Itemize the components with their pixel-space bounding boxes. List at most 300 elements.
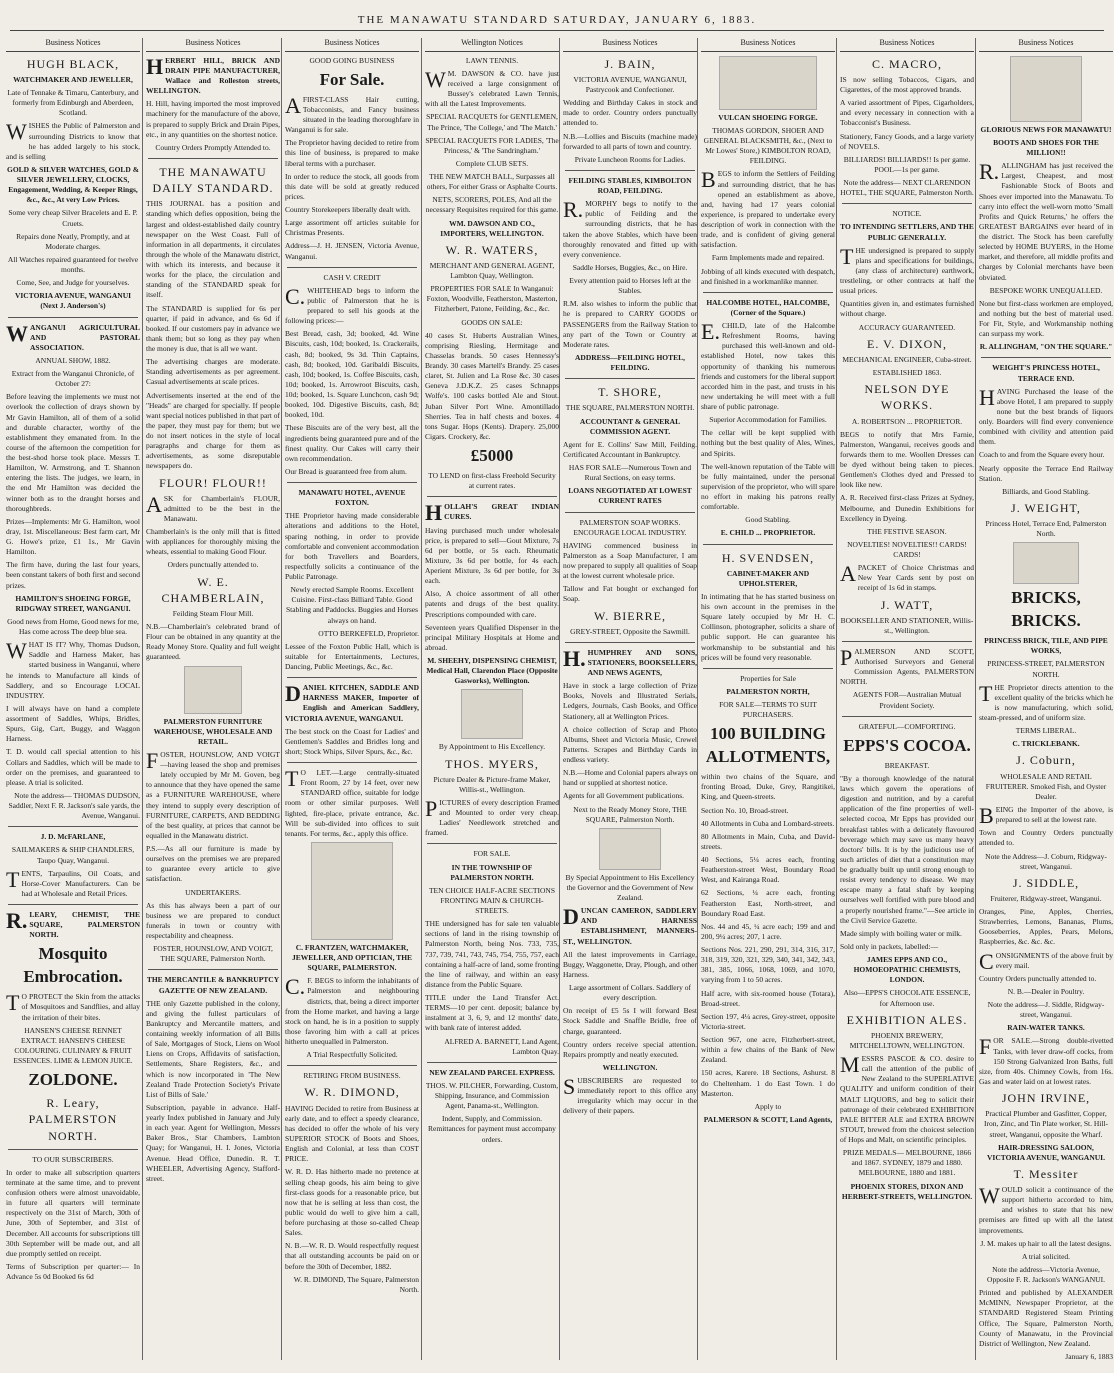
ad-text: Coach to and from the Square every hour. — [979, 450, 1105, 460]
ad-text: PICTURES of every description Framed and Mounted to order very cheap. Ladies' Needlework stretched and framed. — [425, 795, 559, 838]
ad-text: TO LET.—Large centrally-situated Front Room, 27 by 14 feet, over new STANDARD office, suitable for lodge room or other similar purposes. Well lighted, fire-place, private entrance, &c. Will be sub-divided into offices to suit tenants. For terms, &c., apply this office. — [285, 766, 419, 838]
ad-text: SUBSCRIBERS are requested to immediately report to this office any irregularity which may occur in the delivery of their papers. — [563, 1074, 697, 1116]
ad-text: N.B.—Home and Colonial papers always on hand or supplied at shortest notice. — [563, 768, 697, 788]
ad-text: THOMAS GORDON, SHOER AND GENERAL BLACKSMITH, &c., (Next to Mr Lowes' Store,) KIMBOLTON ROAD, FEILDING. — [703, 125, 833, 166]
ad-text: Princess Hotel, Terrace End, Palmerston North. — [985, 519, 1107, 539]
ad-text: The cellar will be kept supplied with nothing but the best quality of Ales, Wines, and Spirits. — [701, 428, 835, 458]
ad-text: THE FESTIVE SEASON. — [867, 526, 947, 536]
column-divider — [421, 38, 422, 1360]
ad-text: Terms of Subscription per quarter:— In Advance 5s 0d Booked 6s 6d — [6, 1261, 140, 1282]
ad-text: SAILMAKERS & SHIP CHANDLERS, Taupo Quay, Wanganui. — [11, 845, 135, 865]
ad-text: J. M. makes up hair to all the latest designs. — [980, 1238, 1112, 1248]
ad-text: HAVING commenced business in Palmerston as a Soap Manufacturer, I am now prepared to supply all qualities of Soap at the lowest current wholesale price. — [563, 540, 697, 581]
ad-text: H. Hill, having imported the most improved machinery for the manufacture of the above, is prepared to supply Brick and Drain Pipes, etc., in any quantities on the shortest notice. — [146, 99, 280, 139]
ad-text: BRICKS, BRICKS. — [1011, 588, 1081, 631]
ad-text: JOHN IRVINE, — [1001, 1091, 1091, 1106]
brick-engraving — [1013, 542, 1079, 584]
ad-text: BEING the Importer of the above, is prepared to sell at the lowest rate. — [979, 803, 1113, 829]
masthead: THE MANAWATU STANDARD SATURDAY, JANUARY 6, 1883. — [357, 14, 757, 26]
ad-text: Saddle Horses, Buggies, &c., on Hire. — [572, 262, 688, 272]
ad-divider — [842, 641, 972, 642]
ad-text: UNDERTAKERS. — [185, 887, 241, 897]
ad-text: VICTORIA AVENUE, WANGANUI (Next J. Anderson's) — [14, 291, 132, 311]
ad-divider — [842, 203, 972, 204]
ad-text: Half acre, with six-roomed house (Totara), Broad-street. — [701, 988, 835, 1008]
ad-text: WM. DAWSON AND CO., IMPORTERS, WELLINGTON. — [440, 218, 544, 238]
ad-text: A. R. Received first-class Prizes at Sydney, Melbourne, and Dunedin Exhibitions for Excellency in Dyeing. — [840, 493, 974, 523]
ad-text: CABINET-MAKER AND UPHOLSTERER, — [726, 568, 810, 588]
ad-text: Country orders receive special attention. Repairs promptly and neatly executed. — [563, 1039, 697, 1059]
column-divider — [142, 38, 143, 1360]
ad-text: None but first-class workmen are employed, and nothing but the best of material used. For Fit, Style, and Workmanship nothing can surpass my work. — [979, 298, 1113, 339]
ad-text: ACCOUNTANT & GENERAL COMMISSION AGENT. — [579, 416, 681, 436]
column-4 — [425, 38, 559, 1360]
ad-text: SPECIAL RACQUETS FOR LADIES, 'The Princess,' & 'The Sandringham.' — [425, 135, 559, 155]
ad-text: EPPS'S COCOA. — [843, 735, 971, 755]
ad-text: W. R. WATERS, — [445, 242, 539, 257]
ad-text: Good Stabling. — [745, 515, 791, 525]
ad-text: FEILDING STABLES, KIMBOLTON ROAD, FEILDING. — [568, 175, 692, 196]
ad-text: W. E. CHAMBERLAIN, — [161, 574, 265, 605]
furniture-engraving — [184, 666, 242, 714]
ad-text: R.LEARY, CHEMIST, THE SQUARE, PALMERSTON NORTH. — [6, 908, 140, 940]
ad-text: 40 cases St. Huberts Australian Wines, comprising Riesling, Hermitage and Chasselas brands. 50 cases Hennessy's Brandy. 30 cases Martell's Brandy. 25 cases claret, St. Julien and La Rose &c. 30 cases Geneva J.D.K.Z. 25 cases Schnapps Wolfe's. 100 casks bottled Ale and Stout. Juban Silver Port Wine. Amontillado Sherries. Tea in half chests and boxes. 4 tons Sugar. Hops (Kents). Drapery. 25,000 Cigars. Crockery, &c. — [425, 330, 559, 441]
ad-text: FOR SALE—TERMS TO SUIT PURCHASERS. — [719, 700, 817, 720]
ad-text: Best Bread, cash, 3d; booked, 4d. Wine Biscuits, cash, 10d; booked, 1s. Crackerails, cash, 8d; booked, 9s 3d. Thin Captains, cash, 8d; booked, 10d. Garibaldi Biscuits, cash, 10d; booked, 1s. Coffee Biscuits, cash, 10d; booked, 1s. Arrowroot Biscuits, cash, 10d; booked, 1s. Square Lunchcon, cash 9d; booked, 10d. Digestive Biscuits, cash, 8d; booked, 10d. — [285, 329, 419, 420]
ad-divider — [8, 1149, 138, 1150]
ad-text: NOTICE. — [892, 209, 922, 219]
ad-text: Stationery, Fancy Goods, and a large variety of NOVELS. — [840, 131, 974, 151]
ad-text: J. WATT, — [880, 597, 934, 612]
ad-text: For Sale. — [319, 69, 385, 89]
ad-text: Large assortment off articles suitable for Christmas Presents. — [285, 218, 419, 238]
ad-text: LOANS NEGOTIATED AT LOWEST CURRENT RATES — [568, 486, 692, 506]
ad-text: FLOUR! FLOUR!! — [159, 475, 267, 490]
ad-text: THOS. MYERS, — [445, 756, 539, 771]
ad-text: CONSIGNMENTS of the above fruit by every mail. — [979, 948, 1113, 974]
ad-text: Note the address—Victoria Avenue, Opposite F. R. Jackson's WANGANUI. — [987, 1264, 1105, 1285]
ad-text: THE MANAWATU DAILY STANDARD. — [152, 164, 274, 196]
ad-text: THOS. W. PILCHER, Forwarding, Custom, Shipping, Insurance, and Commission Agent, Panama-st., Wellington. — [425, 1080, 559, 1111]
ad-text: PALMERSTON SOAP WORKS. ENCOURAGE LOCAL INDUSTRY. — [573, 517, 687, 537]
ad-text: ASK for Chamberlain's FLOUR, admitted to be the best in the Manawatu. — [146, 491, 280, 523]
ad-text: C.F. BEGS to inform the inhabitants of Palmerston and neighbouring districts, that, being a direct importer from the Home market, and having a large stock on hand, he is in a position to supply those favoring him with a call at prices hitherto unequalled in Palmerston. — [285, 974, 419, 1047]
ad-text: Orders punctually attended to. — [167, 560, 259, 570]
ad-text: PALMERSTON NORTH, — [726, 686, 810, 696]
ad-text: Section 967, one acre, Fitzherbert-street, within a few chains of the Bank of New Zealand. — [701, 1035, 835, 1065]
ad-text: N. B.—Dealer in Poultry. — [1007, 986, 1085, 996]
ad-text: Late of Tennake & Timaru, Canterbury, and formerly from Edinburgh and Aberdeen, Scotland. — [7, 88, 139, 118]
ad-text: PHOENIX STORES, DIXON AND HERBERT-STREETS, WELLINGTON. — [841, 1181, 973, 1201]
ad-text: Agents for all Government publications. — [563, 791, 685, 801]
ad-text: THE Proprietor having made considerable alterations and additions to the Hotel, sparing nothing, in order to provide comfortable and convenient accommodation for both Travellers and Boarders, respectfully solicits a continuance of the Public Patronage. — [285, 511, 419, 582]
ad-divider — [703, 668, 833, 669]
ad-text: R. Leary, PALMERSTON NORTH. — [28, 1096, 118, 1143]
ad-text: JAMES EPPS AND CO., HOMOEOPATHIC CHEMISTS, LONDON. — [853, 955, 961, 985]
ad-text: PALMERSTON FURNITURE WAREHOUSE, WHOLESALE AND RETAIL. — [153, 716, 273, 746]
ad-text: By Appointment to His Excellency. — [438, 742, 546, 752]
ad-text: Newly erected Sample Rooms. Excellent Cuisine. First-class Billiard Table. Good Stabling and Paddocks. Buggies and Horses always on hand. — [285, 585, 419, 625]
column-6 — [701, 38, 835, 1360]
ad-text: Farm Implements made and repaired. — [711, 253, 825, 263]
ad-text: A Trial Respectfully Solicited. — [306, 1050, 398, 1060]
ad-text: THE MERCANTILE & BANKRUPTCY GAZETTE OF NEW ZEALAND. — [146, 975, 280, 995]
ad-divider — [287, 677, 417, 678]
ad-text: LAWN TENNIS. — [465, 55, 519, 65]
ad-text: The best stock on the Coast for Ladies' and Gentlemen's Saddles and Bridles long and short; Stock Whips, Silver Spurs, &c., &c. — [285, 726, 419, 756]
column-2 — [146, 38, 280, 1360]
column-divider — [836, 38, 837, 1360]
ad-text: Also—EPPS'S CHOCOLATE ESSENCE, for Afternoon use. — [843, 988, 971, 1008]
ad-text: Superior Accommodation for Families. — [709, 415, 827, 425]
ad-text: ESTABLISHED 1863. — [872, 368, 942, 378]
ad-text: H.HUMPHREY AND SONS, STATIONERS, BOOKSELLERS, AND NEWS AGENTS, — [563, 645, 697, 678]
ad-text: Extract from the Wanganui Chronicle, of October 27: — [11, 369, 135, 389]
ad-text: TERMS LIBERAL. — [1015, 726, 1077, 736]
ad-text: W. BIERRE, — [594, 608, 666, 623]
ad-text: GOODS ON SALE: — [461, 317, 523, 327]
ad-divider — [287, 762, 417, 763]
ad-text: Section No. 10, Broad-street. — [701, 805, 789, 815]
ad-text: APACKET of Choice Christmas and New Year Cards sent by post on receipt of 1s 6d in stamps. — [840, 561, 974, 593]
ad-text: MERCHANT AND GENERAL AGENT, Lambton Quay, Wellington. — [429, 260, 555, 281]
ad-text: TO OUR SUBSCRIBERS. — [32, 1154, 114, 1164]
ad-text: Quantities given in, and estimates furnished without charge. — [840, 299, 974, 319]
ad-divider — [703, 292, 833, 293]
ad-divider — [8, 904, 138, 905]
ad-text: Sections Nos. 221, 290, 291, 314, 316, 317, 318, 319, 320, 321, 329, 340, 341, 342, 343, 381, 385, 1066, 1068, 1069, and 1070, varying from 1 to 50 acres. — [701, 945, 835, 985]
ad-text: C.WHITEHEAD begs to inform the public of Palmerston that he is prepared to sell his goods at the following prices:— — [285, 283, 419, 326]
ad-text: Indent, Supply, and Commission. Remittances for payment must accompany orders. — [428, 1114, 556, 1144]
column-header: Wellington Notices — [425, 38, 559, 52]
ad-text: FOSTER, HOUNSLOW, AND VOIGT—having leased the shop and premises lately occupied by Mr M. Goven, beg to announce that they have opened the same as a FURNITURE WAREHOUSE, where they intend to supply every description of FURNITURE, CARPETS, AND BEDDING of the best quality, at prices that cannot be equalled in the Manawatu district. — [146, 747, 280, 840]
ad-text: Private Luncheon Rooms for Ladies. — [574, 154, 686, 164]
ad-text: In order to reduce the stock, all goods from this date will be sold at greatly reduced prices. — [285, 171, 419, 201]
column-header: Business Notices — [146, 38, 280, 52]
column-header: Business Notices — [840, 38, 974, 52]
ad-text: CASH V. CREDIT — [323, 272, 381, 282]
ad-text: T. D. would call special attention to his Collars and Saddles, which will be made to order on the premises, and guaranteed to please. A trial is solicited. — [6, 747, 140, 787]
ad-text: Come, See, and Judge for yourselves. — [16, 278, 130, 288]
ad-text: Some very cheap Silver Bracelets and E. P. Cruets. — [8, 208, 138, 228]
ad-text: WELLINGTON. — [602, 1062, 658, 1072]
ad-text: Town and Country Orders punctually attended to. — [979, 828, 1113, 848]
ad-text: HALCOMBE HOTEL, HALCOMBE, (Corner of the Square.) — [706, 297, 830, 317]
ad-text: WM. DAWSON & CO. have just received a large consignment of Bussey's celebrated Lawn Tennis, with all the Latest Improvements. — [425, 66, 559, 109]
column-divider — [975, 38, 976, 1360]
ad-text: Oranges, Pine, Apples, Cherries, Strawberries, Lemons, Bananas, Plums, Gooseberries, Apples, Pears, Melons, Raspberries, &c. &c. &c. — [979, 907, 1113, 947]
ad-text: All the latest improvements in Carriage, Buggy, Waggonette, Dray, Plough, and other Harness. — [563, 949, 697, 979]
column-header: Business Notices — [701, 38, 835, 52]
ad-divider — [565, 170, 695, 171]
ad-text: IS now selling Tobaccos, Cigars, and Cigarettes, of the most approved brands. — [840, 74, 974, 95]
ad-text: TO INTENDING SETTLERS, AND THE PUBLIC GENERALLY. — [840, 222, 974, 242]
ad-text: N.B.—Chamberlain's celebrated brand of Flour can be obtained in any quantity at the Ready Money Store. Quality and full weight guaranteed. — [146, 622, 280, 662]
column-3 — [285, 38, 419, 1360]
ad-text: PHOENIX BREWERY, MITCHELLTOWN, WELLINGTON. — [849, 1030, 965, 1050]
ad-text: BREAKFAST. — [884, 760, 930, 770]
ad-text: T. SHORE, — [598, 385, 662, 400]
column-divider — [281, 38, 282, 1360]
ad-divider — [427, 496, 557, 497]
ad-text: C. MACRO, — [871, 56, 942, 71]
ad-text: The advertising charges are moderate. Standing advertisements as per agreement. Casual advertisements at scale prices. — [146, 357, 280, 387]
ad-text: VULCAN SHOEING FORGE. — [718, 112, 818, 122]
ad-text: ZOLDONE. — [28, 1070, 118, 1090]
ad-divider — [148, 158, 278, 159]
ad-text: C. FRANTZEN, WATCHMAKER, JEWELLER, AND OPTICIAN, THE SQUARE, PALMERSTON. — [291, 942, 413, 973]
ad-text: GOOD GOING BUSINESS — [309, 55, 395, 65]
column-header: Business Notices — [6, 38, 140, 52]
ad-text: NEW ZEALAND PARCEL EXPRESS. — [429, 1067, 555, 1077]
ad-text: GOLD & SILVER WATCHES, GOLD & SILVER JEWELLERY, CLOCKS, Engagement, Wedding, & Keeper Rings, &c., &c., At very Low Prices. — [7, 164, 139, 205]
ad-text: A trial solicited. — [1021, 1251, 1071, 1261]
column-1 — [6, 38, 140, 1360]
ad-text: N.B.—Lollies and Biscuits (machine made) forwarded to all parts of town and country. — [563, 131, 697, 151]
ad-text: BEGS to notify that Mrs Farnie, Palmerston, Wanganui, receives goods and forwards them to me. Woollen Dresses can be dyed without being taken to pieces. Gentlemen's Clothes dyed and Pressed to look like new. — [840, 429, 974, 490]
ad-text: Apply to — [754, 1101, 782, 1111]
ad-text: THE undersigned has for sale ten valuable sections of land in the rising township of Palmerston North, being Nos. 733, 735, 737, 739, 741, 743, 745, 754, 755, 757, each containing a half-acre of land, some fronting the line of railway, and within an easy distance from the Public Square. — [425, 919, 559, 989]
ad-text: Picture Dealer & Picture-frame Maker, Willis-st., Wellington. — [433, 774, 551, 794]
ad-text: 62 Sections, ¼ acre each, fronting Featherston East, North-street, and Boundary Road East. — [701, 888, 835, 918]
ad-text: J. SIDDLE, — [1012, 875, 1080, 890]
ad-text: C. TRICKLEBANK. — [1012, 739, 1080, 749]
ad-text: BOOTS AND SHOES FOR THE MILLION!! — [993, 137, 1099, 158]
ad-text: Lessee of the Foxton Public Hall, which is suitable for Entertainments, Lectures, Dancing, Public Meetings, &c., &c. — [285, 641, 419, 672]
ad-text: PRINCESS BRICK, TILE, AND PIPE WORKS, — [984, 636, 1108, 656]
ad-text: Advertisements inserted at the end of the "Heads" are charged for specially. If people want special notices published in that part of the paper, they must pay for them; but we do not insert notices in the style of local paragraphs and charge for them as advertisements, as some disreputable newspapers do. — [146, 390, 280, 471]
ad-text: The firm have, during the last four years, been constant takers of both first and second prizes. — [6, 560, 140, 590]
ad-text: DANIEL KITCHEN, SADDLE AND HARNESS MAKER, Importer of English and American Saddlery, VICTORIA AVENUE, WANGANUI. — [285, 681, 419, 723]
ad-text: EXHIBITION ALES. — [846, 1012, 968, 1027]
column-header: Business Notices — [979, 38, 1113, 52]
column-divider — [559, 38, 560, 1360]
ad-text: TO PROTECT the Skin from the attacks of Mosquitoes and Sandflies, and allay the irritation of their bites. — [6, 990, 140, 1022]
ad-divider — [8, 826, 138, 827]
ad-text: Feilding Steam Flour Mill. — [172, 608, 254, 618]
ad-text: PALMERSON & SCOTT, Land Agents, — [703, 1114, 833, 1124]
ad-text: W. R. D. Has hitherto made no pretence at selling cheap goods, his aim being to give first-class goods for a reasonable price, but now that he is selling at less than cost, the public would do well to give him a call, before purchasing at those so-called Cheap Sales. — [285, 1167, 419, 1238]
ad-text: MECHANICAL ENGINEER, Cuba-street. — [842, 354, 972, 364]
ad-text: J. Coburn, — [1016, 753, 1076, 768]
ad-text: A choice collection of Scrap and Photo Albums, Sheet and Victoria Music, Crewel Patterns. Scrapes and Birthday Cards in endless variety. — [563, 724, 697, 765]
ad-text: Billiards, and Good Stabling. — [1002, 486, 1090, 496]
ad-text: PALMERSON AND SCOTT, Authorised Surveyors and General Commission Agents, PALMERSTON NORTH. — [840, 644, 974, 687]
ad-text: VICTORIA AVENUE, WANGANUI, Pastrycook and Confectioner. — [573, 74, 687, 95]
ad-text: Also, A choice assortment of all other patents and drugs of the best quality. Prescriptions compounded with care. — [425, 589, 559, 619]
ad-text: R.M. also wishes to inform the public that he is prepared to CARRY GOODS or PASSENGERS from the Railway Station to any part of the Town or Country at Moderate rates. — [563, 299, 697, 349]
ad-text: Mosquito Embrocation. — [23, 944, 123, 987]
ad-text: TENTS, Tarpaulins, Oil Coats, and Horse-Cover Manufacturers. Can be had at Wholesale and Retail Prices. — [6, 866, 140, 898]
ad-text: PRINCESS-STREET, PALMERSTON NORTH. — [987, 659, 1105, 679]
ad-text: WOULD solicit a continuance of the support hitherto accorded to him, and wishes to state that his new premises are fitted up with all the latest improvements. — [979, 1183, 1113, 1235]
ad-text: MESSRS PASCOE & CO. desire to call the attention of the public of New Zealand to the SUPERLATIVE QUALITY and uniform condition of their MALT LIQUORS, and beg to solicit their patronage of their celebrated EXHIBITION PALE BITTER ALE and EXTRA BROWN STOUT, brewed from the choicest selection of Hops and Malt, on scientific principles. — [840, 1052, 974, 1145]
ad-text: E. CHILD ... PROPRIETOR. — [720, 528, 816, 538]
ad-divider — [565, 642, 695, 643]
ad-text: ALFRED A. BARNETT, Land Agent, Lambton Quay. — [444, 1036, 559, 1056]
ad-text: Have in stock a large collection of Prize Books, Novels and Illustrated Serials, Ledgers, Journals, Cash Books, and Office Stationery, all at Wellington Prices. — [563, 681, 697, 721]
ad-text: TITLE under the Land Transfer Act. TERMS—10 per cent. deposit; balance by instalment at 3, 6, 9, and 12 months' date, with bank rate of interest added. — [425, 993, 559, 1033]
ad-text: HAMILTON'S SHOEING FORGE, RIDGWAY STREET, WANGANUI. — [15, 593, 131, 613]
ad-text: January 6, 1883 — [1065, 1351, 1113, 1360]
ad-text: THE only Gazette published in the colony, and giving the fullest particulars of Bankruptcy and Mercantile matters, and containing weekly information of all Bills of Sale, Mortgages of Stock, Liens on Wool Liens on Crops, Affidavits of satisfaction, Settlements, Share Registers, &c., and which is now incorporated in 'The New Zealand Trade Protection Society's Private List of Bills of Sale.' — [146, 998, 280, 1099]
ad-text: Fruiterer, Ridgway-street, Wanganui. — [990, 893, 1102, 903]
ad-text: Before leaving the implements we must not overlook the collection of drays shown by Mr Gavin Hamilton, all of them of a solid and durable character, worthy of the establishment they emanated from. In the course of the afternoon the competition for the best-shod horse took place. Messrs T. Hamilton, W. Armstrong, and T. Shannon entering the lists. The judges, we learn, in the end Mr Hamilton was decided the winner both as to the draught horses and thoroughbreds. — [6, 392, 140, 513]
ad-text: These Biscuits are of the very best, all the ingredients being guaranteed pure and of the finest quality. Our Cakes will carry their own recommendation. — [285, 423, 419, 463]
column-7 — [840, 38, 974, 1360]
ad-divider — [148, 969, 278, 970]
ad-text: Complete CLUB SETS. — [455, 158, 529, 168]
ad-text: WANGANUI AGRICULTURAL AND PASTORAL ASSOCIATION. — [6, 320, 140, 352]
ad-text: J. D. McFARLANE, — [40, 832, 106, 842]
ad-text: NELSON DYE WORKS. — [864, 382, 950, 413]
ad-text: J. WEIGHT, — [1011, 500, 1081, 515]
ad-text: HERBERT HILL, BRICK AND DRAIN PIPE MANUFACTURER, Wallace and Rolleston streets, WELLINGTON. — [146, 53, 280, 96]
ad-text: As this has always been a part of our business we are prepared to conduct funerals in town or country with respectability and cheapness. — [146, 900, 280, 941]
ad-text: Our Bread is guaranteed free from alum. — [285, 466, 407, 476]
ad-text: GREY-STREET, Opposite the Sawmill. — [570, 626, 690, 636]
ad-text: In order to make all subscription quarters terminate at the same time, and to prevent confusion others were almost unavoidable, in future all quarters will terminate respectively on the 31st of March, 30th of June, 30th of September, and 31st of December. All accounts for subscriptions till 30th September will be made out, and all due promptly settled on receipt. — [6, 1167, 140, 1258]
ad-text: OTTO BERKEFELD, Proprietor. — [318, 628, 419, 638]
ad-text: THE Proprietor directs attention to the excellent quality of the bricks which he is now manufacturing, which solid, steam-pressed, and of uniform size. — [979, 680, 1113, 723]
ad-divider — [427, 1062, 557, 1063]
ad-divider — [703, 544, 833, 545]
ad-text: I will always have on hand a complete assortment of Saddles, Whips, Bridles, Spurs, Gig, Cart, Buggy, and Waggon Harness. — [6, 703, 140, 744]
ad-text: The Proprietor having decided to retire from this line of business, is prepared to make liberal terms with a purchaser. — [285, 138, 419, 168]
ad-text: Large assortment of Collars. Saddlery of every description. — [569, 983, 691, 1003]
ad-text: WEIGHT'S PRINCESS HOTEL, TERRACE END. — [992, 363, 1100, 383]
ad-divider — [427, 843, 557, 844]
royal-crest — [599, 828, 661, 870]
ad-text: RETIRING FROM BUSINESS. — [303, 1071, 401, 1081]
ad-text: R.ALLINGHAM has just received the Largest, Cheapest, and most Fashionable Stock of Boots and Shoes ever imported into the Manawatu. To carry into effect the well-worn motto 'Small Profits and Quick Returns,' he offers the GREATEST BARGAINS ever heard of in the district. The Stock has been carefully selected by HOME BUYERS, in the Home market, and therefore, all middle profits and charges by Colonial merchants have been obviated. — [979, 159, 1113, 282]
column-header: Business Notices — [563, 38, 697, 52]
ad-text: 100 BUILDING ALLOTMENTS, — [705, 724, 831, 767]
ad-text: DUNCAN CAMERON, SADDLERY AND HARNESS ESTABLISHMENT, MANNERS-ST., WELLINGTON. — [563, 904, 697, 946]
ad-text: 40 Allotments in Cuba and Lombard-streets. — [701, 818, 835, 828]
ad-text: T. Messiter — [1013, 1166, 1079, 1181]
column-divider — [697, 38, 698, 1360]
ad-text: Note the address— THOMAS DUDSON, Saddler, Next F. R. Jackson's sale yards, the Avenue, Wanganui. — [8, 790, 140, 821]
ad-text: HOLLAH'S GREAT INDIAN CURES. — [425, 500, 559, 526]
ad-text: Note the address— NEXT CLARENDON HOTEL, THE SQUARE, Palmerston North. — [840, 178, 974, 198]
watch-engraving — [311, 842, 393, 940]
ad-text: ACCURACY GUARANTEED. — [858, 322, 956, 332]
ad-text: SPECIAL RACQUETS for GENTLEMEN, The Prince, 'The College,' and 'The Match.' — [426, 112, 558, 132]
horseshoe-engraving — [719, 56, 817, 110]
ad-text: IN THE TOWNSHIP OF PALMERSTON NORTH. — [450, 862, 534, 882]
ad-text: THE NEW MATCH BALL, Surpasses all others, For either Grass or Asphalte Courts. — [426, 172, 558, 192]
ad-text: BEGS to inform the Settlers of Feilding and surrounding district, that he has opened an establishment as above, and, having had 17 years colonial experience, is prepared to undertake every description of work in connection with the trade, and is confident of giving general satisfaction. — [701, 167, 835, 250]
ad-text: W. R. DIMOND, The Square, Palmerston North. — [293, 1274, 419, 1294]
ad-text: FOR SALE.—Strong double-rivetted Tanks, with lever draw-off cocks, from 150 Strong Galvanized Iron Baths, full size, from 40s. Chimney Cowls, from 16s. Gas and water laid on at lowest rates. — [979, 1034, 1113, 1086]
ad-text: The STANDARD is supplied for 6s per quarter, if paid in advance, and 6s 6d if booked. If our customers pay in advance we thank them; but so long as they pay when the money is due, that is all we want. — [146, 303, 280, 354]
ad-text: Section 197, 4¼ acres, Grey-street, opposite Victoria-street. — [701, 1011, 835, 1031]
column-8 — [979, 38, 1113, 1360]
ad-text: TO LEND on first-class Freehold Security at current rates. — [428, 471, 556, 491]
royal-crest — [461, 689, 523, 739]
ad-text: M. SHEEHY, DISPENSING CHEMIST, Medical Hall, Clarendon Place (Opposite Gasworks), Wellington. — [426, 656, 558, 686]
ad-text: Prizes—Implements: Mr G. Hamilton, wool dray, 1st. Miscellaneous: Best farm cart, Mr G. Howe's prize, £1 1s., Mr Gavin Hamilton. — [6, 516, 140, 557]
ad-text: Seventeen years Qualified Dispenser in the principal Military Hospitals at Home and abroad. — [425, 622, 559, 652]
ad-divider — [8, 317, 138, 318]
ad-text: Nearly opposite the Terrace End Railway Station. — [979, 463, 1113, 483]
ad-text: MANAWATU HOTEL, AVENUE FOXTON. — [298, 488, 406, 508]
ad-text: R.MORPHY begs to notify to the public of Feilding and the surrounding districts, that he has taken the above Stables, which have been thoroughly renovated and fitted up with every convenience. — [563, 197, 697, 259]
ad-text: Good news from Home, Good news for me, Has come across The deep blue sea. — [7, 616, 139, 637]
masthead-rule — [10, 30, 1104, 31]
ad-text: All Watches repaired guaranteed for twelve months. — [7, 254, 139, 275]
ad-text: The well-known reputation of the Table will be fully maintained, under the personal supervision of the proprietor, who will spare no effort in making his patrons really comfortable. — [701, 461, 835, 512]
ad-divider — [287, 482, 417, 483]
ad-text: Country Orders Promptly Attended to. — [155, 142, 271, 152]
ad-text: Nos. 44 and 45, ¼ acre each; 199 and and 200, 9¼ acres; 207, 1 acre. — [701, 921, 835, 941]
ad-text: GRATEFUL—COMFORTING. — [858, 721, 956, 731]
ad-text: HAVING Purchased the lease of the above Hotel, I am prepared to supply none but the best brands of liquors only. Boarders will find every convenience combined with civility and attention paid them. — [979, 384, 1113, 447]
ad-text: Wedding and Birthday Cakes in stock and made to order. Country orders punctually attended to. — [563, 98, 697, 128]
ad-text: Address—J. H. JENSEN, Victoria Avenue, Wanganui. — [285, 241, 419, 261]
ad-text: 40 Sections, 5¼ acres each, fronting Featherston-street West, Boundary Road West, and Kairanga Road. — [701, 855, 835, 885]
ad-text: NETS, SCORERS, POLES, And all the necessary Requisites required for this game. — [425, 195, 559, 215]
ad-text: 150 acres, Karere. 18 Sections, Ashurst. 8 do Cheltenham. 1 do East Town. 1 do Masterton. — [701, 1068, 835, 1098]
ad-text: THE undersigned is prepared to supply plans and specifications for buildings, (any class of architecture) earthwork, trestleling, or other contracts at half the usual prices. — [840, 243, 974, 296]
ad-text: Repairs done Neatly, Promptly, and at Moderate charges. — [16, 231, 130, 251]
ad-divider — [287, 1065, 417, 1066]
ad-text: TEN CHOICE HALF-ACRE SECTIONS FRONTING MAIN & CHURCH-STREETS. — [428, 885, 556, 916]
ad-text: BESPOKE WORK UNEQUALLED. — [989, 285, 1103, 295]
ad-text: E.CHILD, late of the Halcombe Refreshment Rooms, having purchased this well-known and old-established Hotel, now takes this opportunity of thanking his numerous friends and customers for the liberal support accorded him in the past, and trusts in his new undertaking he will meet with a full share of public patronage. — [701, 319, 835, 412]
ad-text: Made simply with boiling water or milk. — [840, 928, 962, 938]
column-5 — [563, 38, 697, 1360]
ad-divider — [842, 716, 972, 717]
ad-text: 80 Allotments in Main, Cuba, and David-streets. — [701, 831, 835, 851]
ad-text: Properties for Sale — [740, 673, 796, 683]
ad-text: J. BAIN, — [604, 56, 656, 71]
ad-text: HAVING Decided to retire from Business at early date, and to effect a speedy clearance, has decided to offer the whole of his very SUPERIOR STOCK of Boots and Shoes, English and Colonial, at less than COST PRICE. — [285, 1103, 419, 1164]
ad-text: HANSEN'S CHEESE RENNET EXTRACT. HANSEN'S CHEESE COLOURING. CULINARY & FRUIT ESSENCES. LIME & LEMON JUICE. — [13, 1025, 133, 1066]
ad-text: FOSTER, HOUNSLOW, AND VOIGT, THE SQUARE, Palmerston North. — [153, 944, 273, 964]
ad-text: FOR SALE. — [473, 849, 511, 859]
ad-text: BOOKSELLER AND STATIONER, Willis-st., Wellington. — [840, 615, 974, 635]
ad-text: Printed and published by ALEXANDER McMINN, Newspaper Proprietor, at the STANDARD Registered Steam Printing Office, The Square, Palmerston North, County of Manawatu, in the Provincial District of Wellington, New Zealand. — [979, 1288, 1113, 1348]
ad-text: Chamberlain's is the only mill that is fitted with appliances for thoroughly mixing the wheats, essential to making Good Flour. — [146, 527, 280, 557]
ad-text: Country Storekeepers liberally dealt with. — [285, 205, 411, 215]
ad-text: NOVELTIES! NOVELTIES!! CARDS! CARDS! — [847, 539, 967, 560]
ad-text: THE SQUARE, PALMERSTON NORTH. — [565, 403, 695, 413]
ad-text: BILLIARDS! BILLIARDS!! Is per game. POOL—1s per game. — [843, 154, 971, 174]
ad-text: A varied assortment of Pipes, Cigarholders, and every necessary in connection with a Tobacconist's Business. — [840, 98, 974, 128]
ad-text: N. B.—W. R. D. Would respectfully request that all outstanding accounts be paid on or before the 30th of December, 1882. — [285, 1241, 419, 1271]
ad-text: AGENTS FOR—Australian Mutual Provident Society. — [852, 690, 962, 710]
ad-text: ADDRESS—FEILDING HOTEL, FEILDING. — [574, 352, 686, 373]
boot-engraving — [1010, 56, 1082, 122]
ad-text: Next to the Ready Money Store, THE SQUARE, Palmerston North. — [573, 804, 687, 824]
ad-text: In intimating that he has started business on his own account in the premises in the Square lately occupied by Mr H. C. Collinson, photographer, solicits a share of public support. He can guarantee his workmanship to be substantial and his prices will be found very reasonable. — [701, 591, 835, 662]
ad-text: H. SVENDSEN, — [721, 550, 815, 565]
ad-text: WHAT IS IT? Why, Thomas Dudson, Saddle and Harness Maker, has started business in Wanganui, where he intends to Manufacture all kinds of Saddlery, and so Encourage LOCAL INDUSTRY. — [6, 638, 140, 700]
ad-text: By Special Appointment to His Excellency the Governor and the Government of New Zealand. — [565, 872, 695, 903]
ad-text: Having purchased much under wholesale price, is prepared to sell—Gout Mixture, 7s 6d per bottle, or 5s each. Rheumatic Mixture, 3s 6d per bottle, for 4s each. Aperient Mixture, 3s 6d per bottle, for 3s each. — [425, 525, 559, 586]
ad-text: A. ROBERTSON ... PROPRIETOR. — [851, 416, 963, 426]
ad-text: PROPERTIES FOR SALE In Wanganui: Foxton, Woodville, Featherston, Masterton, Fitzherbert, Patone, Feilding, &c., &c. — [426, 284, 558, 314]
ad-text: R. ALLINGHAM, "ON THE SQUARE." — [979, 342, 1113, 352]
ad-text: E. V. DIXON, — [867, 336, 947, 351]
ad-divider — [287, 267, 417, 268]
ad-text: AFIRST-CLASS Hair cutting, Tobacconists, and Fancy business situated in the leading thoroughfare in Wanganui is for sale. — [285, 92, 419, 135]
ad-text: Subscription, payable in advance. Half-yearly Index published in January and July in each year. Agent for Wellington, Messrs Baker Bros., Star Chambers, Lambton Quay; for Wanganui, H. I. Jones, Victoria Avenue. Head Office, Dunedin. R. T. WHEELER, Advertising Agency, Stafford-street. — [146, 1102, 280, 1183]
ad-text: THIS JOURNAL has a position and standing which defies opposition, being the largest and oldest-established daily country newspaper on the West Coast. Full of information in all departments, it circulates through the whole of the Manawatu district, with which its interests, and because it works for the place, the circulation and standing of the STANDARD speak for itself. — [146, 199, 280, 300]
ad-text: GLORIOUS NEWS FOR MANAWATU! — [980, 124, 1112, 134]
